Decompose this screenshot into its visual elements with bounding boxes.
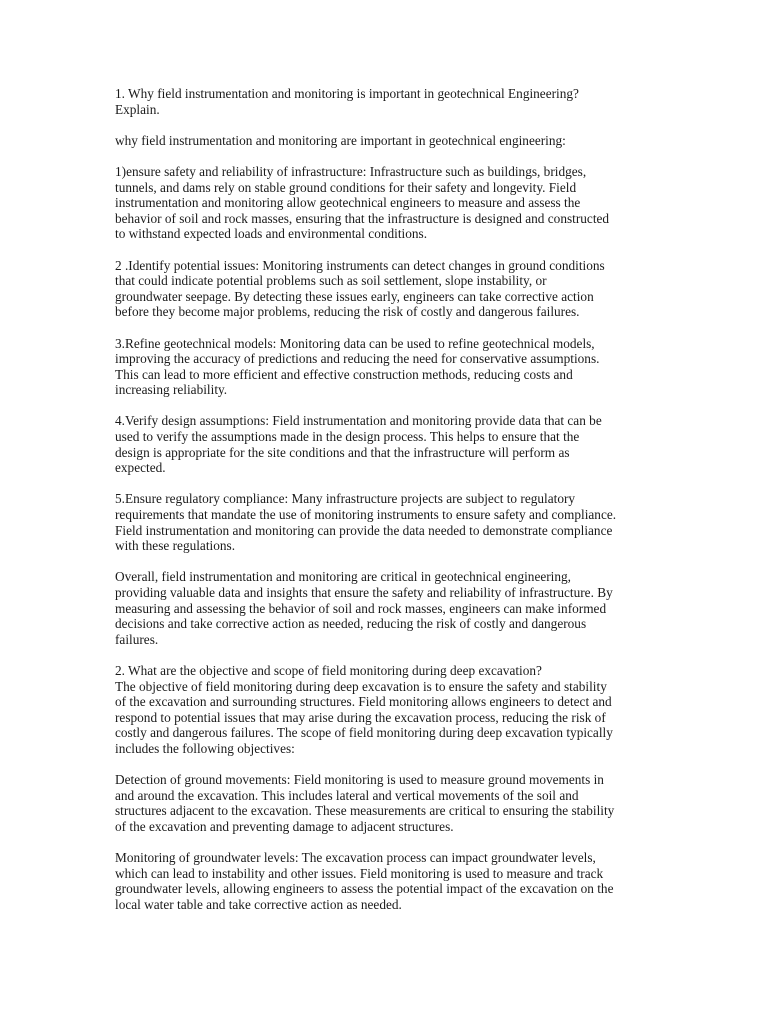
text-line: tunnels, and dams rely on stable ground conditions for their safety and longevity. Field [115, 179, 577, 195]
text-line: local water table and take corrective action as needed. [115, 896, 402, 912]
text-line: Overall, field instrumentation and monitoring are critical in geotechnical engineering, [115, 569, 571, 585]
text-line: measuring and assessing the behavior of soil and rock masses, engineers can make informed [115, 600, 607, 616]
text-line: to withstand expected loads and environmental conditions. [115, 226, 428, 242]
text-line: 2. What are the objective and scope of field monitoring during deep excavation? [115, 662, 542, 678]
text-line: respond to potential issues that may arise during the excavation process, reducing the risk of [115, 709, 606, 725]
text-line: 1)ensure safety and reliability of infrastructure: Infrastructure such as buildings, bridges, [115, 163, 587, 179]
text-line: and around the excavation. This includes lateral and vertical movements of the soil and [115, 787, 579, 803]
text-line: groundwater levels, allowing engineers to assess the potential impact of the excavation on the [115, 881, 614, 897]
text-line: groundwater seepage. By detecting these issues early, engineers can take corrective action [115, 288, 594, 304]
point-4-paragraph [115, 413, 653, 475]
text-line: expected. [115, 460, 166, 476]
text-line: Field instrumentation and monitoring can provide the data needed to demonstrate compliance [115, 522, 613, 538]
text-line: 4.Verify design assumptions: Field instrumentation and monitoring provide data that can be [115, 413, 602, 429]
text-line: 2 .Identify potential issues: Monitoring instruments can detect changes in ground conditions [115, 257, 605, 273]
text-line: The objective of field monitoring during deep excavation is to ensure the safety and stability [115, 678, 607, 694]
text-line: why field instrumentation and monitoring are important in geotechnical engineering: [115, 132, 566, 148]
ground-movements-paragraph [115, 772, 653, 834]
point-1-paragraph [115, 164, 653, 242]
text-line: design is appropriate for the site conditions and that the infrastructure will perform as [115, 444, 570, 460]
point-2-paragraph [115, 258, 653, 320]
question-1-heading [115, 86, 653, 117]
text-line: requirements that mandate the use of monitoring instruments to ensure safety and compliance. [115, 507, 617, 523]
text-line: improving the accuracy of predictions and reducing the need for conservative assumptions. [115, 351, 600, 367]
text-line: Detection of ground movements: Field monitoring is used to measure ground movements in [115, 772, 604, 788]
text-line: This can lead to more efficient and effective construction methods, reducing costs and [115, 366, 573, 382]
text-line: that could indicate potential problems such as soil settlement, slope instability, or [115, 273, 547, 289]
text-line: includes the following objectives: [115, 740, 295, 756]
text-line: failures. [115, 631, 159, 647]
point-5-paragraph [115, 491, 653, 553]
text-line: decisions and take corrective action as needed, reducing the risk of costly and dangerous [115, 616, 587, 632]
document-page [115, 86, 653, 928]
text-line: behavior of soil and rock masses, ensuring that the infrastructure is designed and constructed [115, 210, 610, 226]
groundwater-levels-paragraph [115, 850, 653, 912]
point-3-paragraph [115, 336, 653, 398]
text-line: Monitoring of groundwater levels: The excavation process can impact groundwater levels, [115, 850, 596, 866]
text-line: 5.Ensure regulatory compliance: Many infrastructure projects are subject to regulatory [115, 491, 576, 507]
text-line: providing valuable data and insights that ensure the safety and reliability of infrastructure. By [115, 585, 613, 600]
text-line: of the excavation and preventing damage to adjacent structures. [115, 818, 454, 834]
text-line: before they become major problems, reducing the risk of costly and dangerous failures. [115, 304, 580, 320]
text-line: Explain. [115, 101, 160, 117]
text-line: costly and dangerous failures. The scope of field monitoring during deep excavation typically [115, 725, 613, 741]
question-2-paragraph [115, 663, 653, 757]
intro-paragraph [115, 133, 653, 149]
text-line: 3.Refine geotechnical models: Monitoring data can be used to refine geotechnical models, [115, 335, 595, 351]
text-line: used to verify the assumptions made in the design process. This helps to ensure that the [115, 429, 580, 445]
text-line: 1. Why field instrumentation and monitoring is important in geotechnical Engineering? [115, 86, 579, 101]
text-line: structures adjacent to the excavation. These measurements are critical to ensuring the stability [115, 803, 615, 819]
text-line: of the excavation and surrounding structures. Field monitoring allows engineers to detect and [115, 694, 612, 710]
overall-summary-paragraph [115, 569, 653, 647]
text-line: with these regulations. [115, 538, 236, 554]
text-line: which can lead to instability and other issues. Field monitoring is used to measure and track [115, 865, 604, 881]
text-line: increasing reliability. [115, 382, 228, 398]
text-line: instrumentation and monitoring allow geotechnical engineers to measure and assess the [115, 195, 581, 211]
